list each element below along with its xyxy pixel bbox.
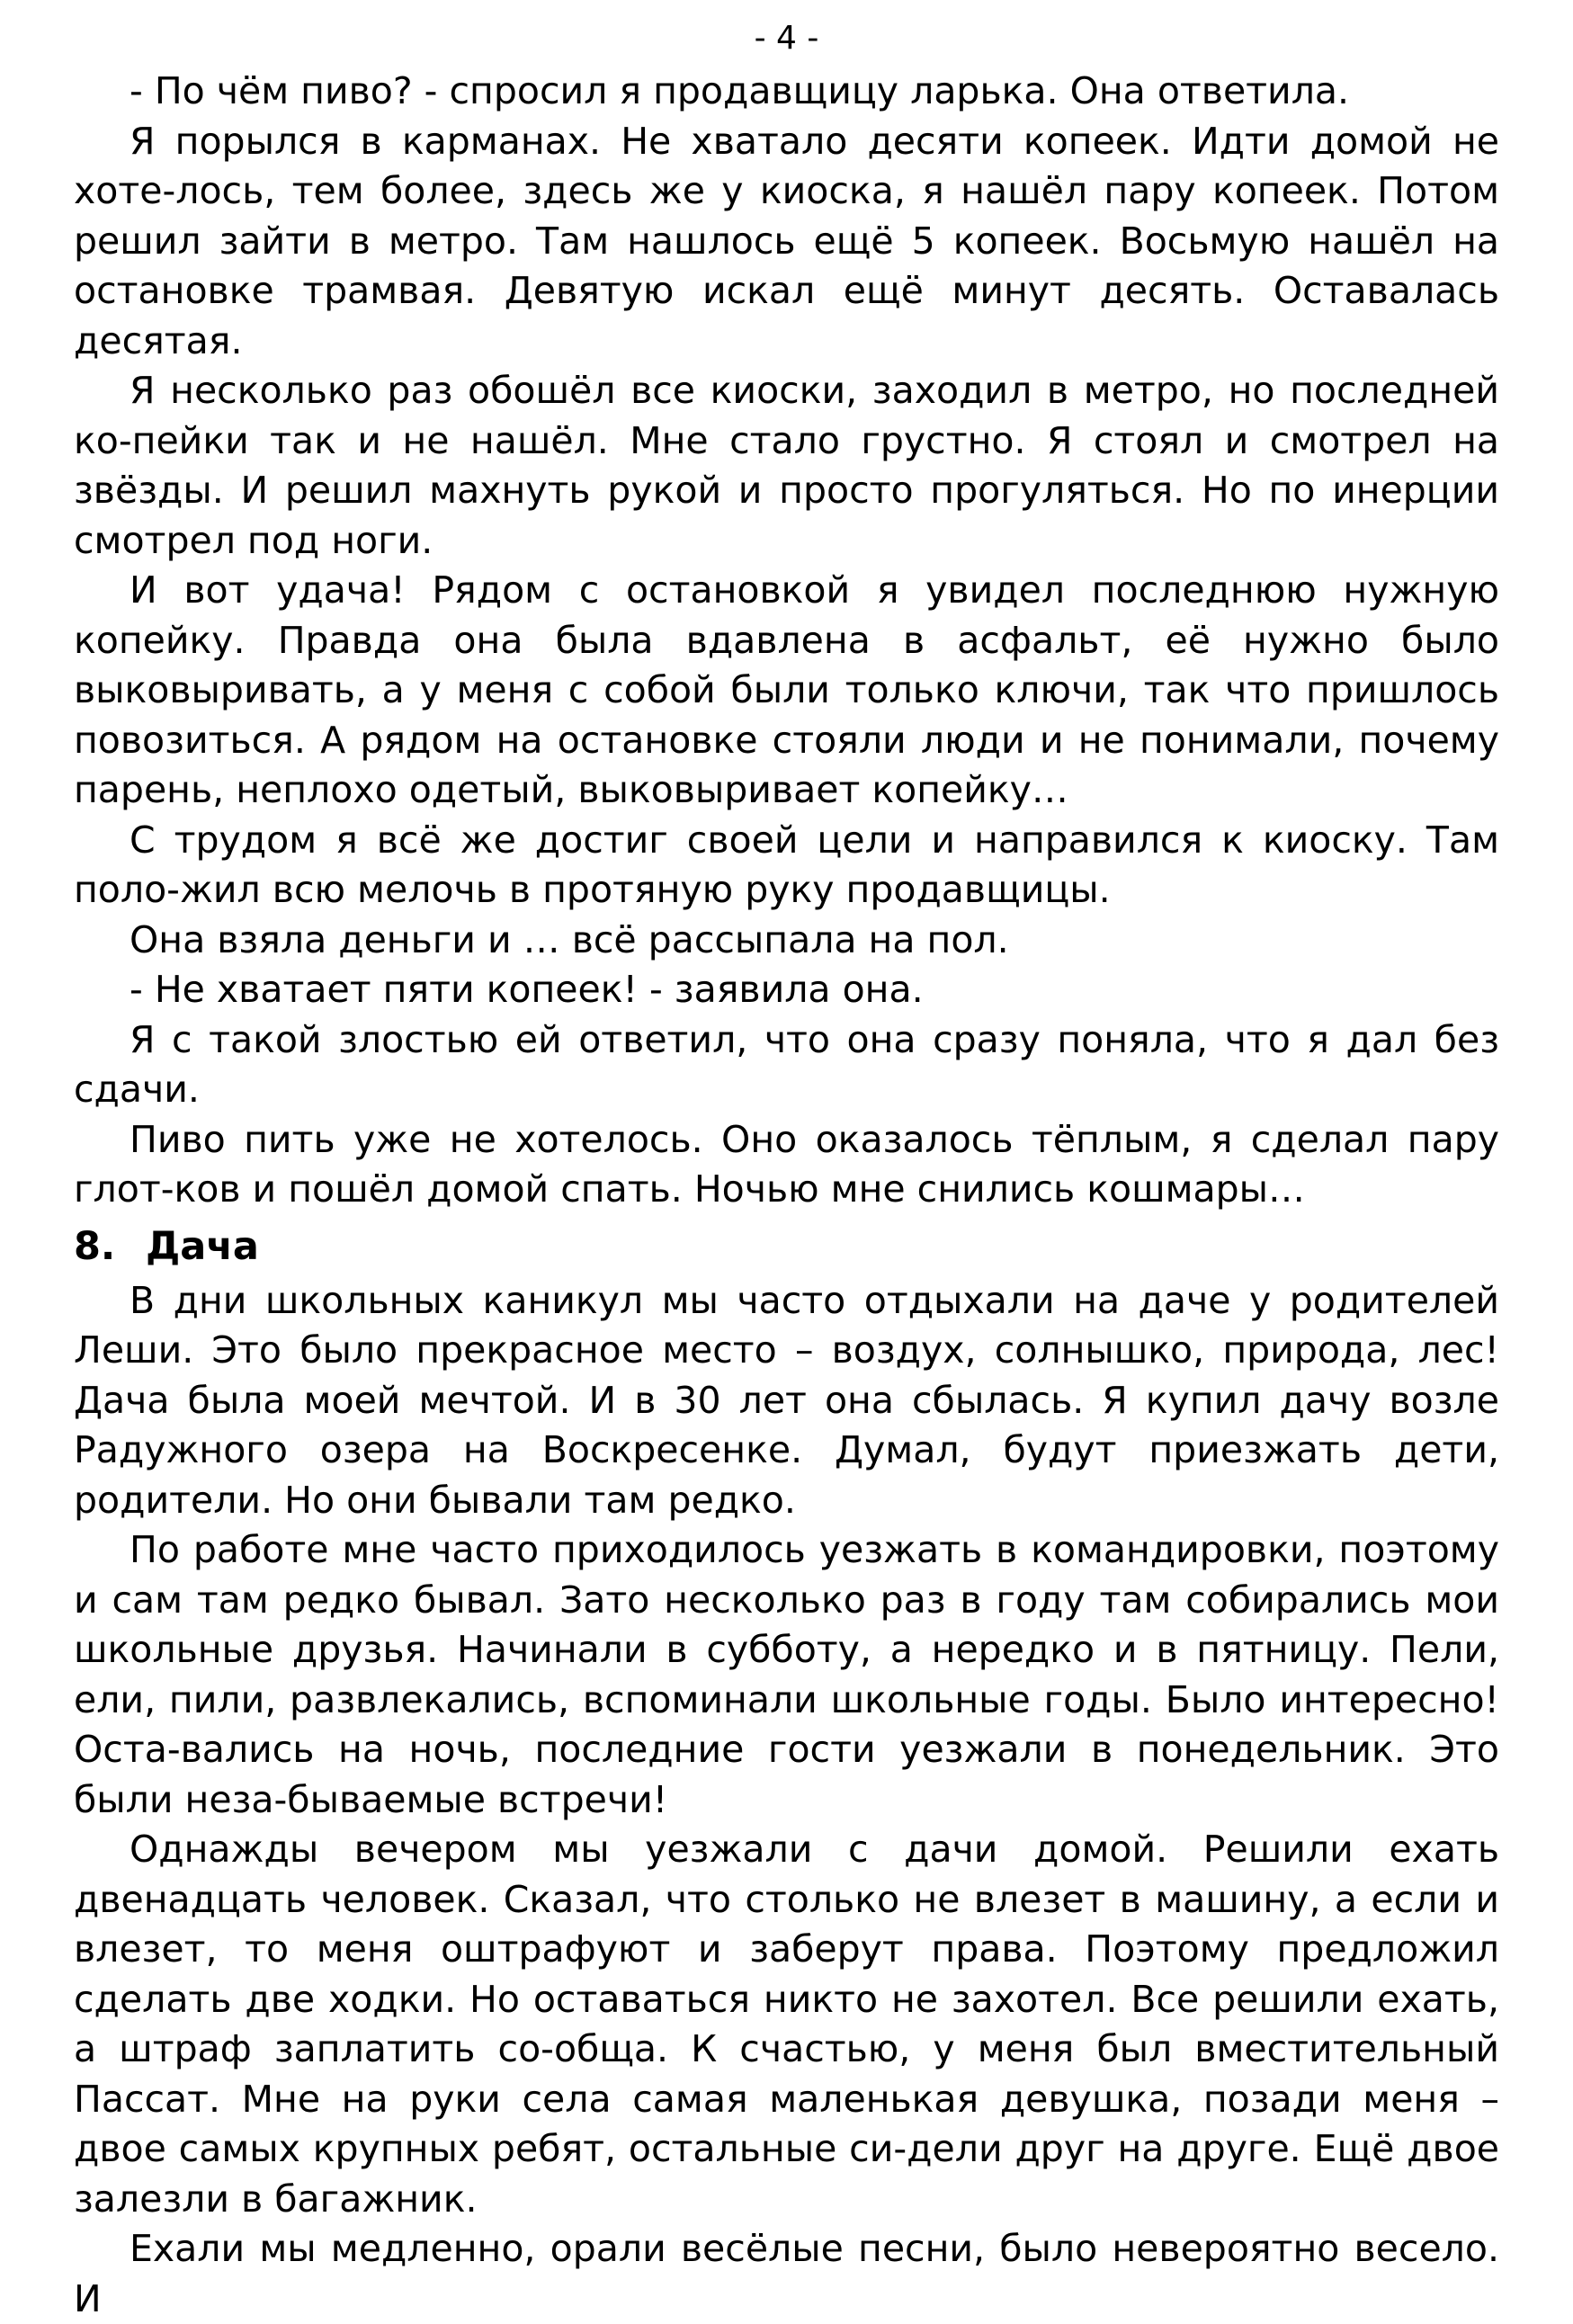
paragraph: По работе мне часто приходилось уезжать в командировки, поэтому и сам там редко бывал. Зато несколько раз в году там собирались мои школьные друзья. Начинали в субботу, а нередко и в пятницу. Пели, ели, пили, развлекались, вспоминали школьные годы. Было интересно! Оста-вались на ночь, последние гости уезжали в понедельник. Это были неза-бываемые встречи! bbox=[74, 1528, 1499, 1821]
paragraph: - По чём пиво? - спросил я продавщицу ларька. Она ответила. bbox=[130, 69, 1350, 112]
paragraph: - Не хватает пяти копеек! - заявила она. bbox=[130, 968, 924, 1011]
paragraph: С трудом я всё же достиг своей цели и направился к киоску. Там поло-жил всю мелочь в протяную руку продавщицы. bbox=[74, 818, 1499, 911]
section-title: Дача bbox=[146, 1223, 259, 1269]
paragraph: Ехали мы медленно, орали весёлые песни, было невероятно весело. И bbox=[74, 2227, 1499, 2320]
section-heading bbox=[74, 1220, 1499, 1273]
paragraph: Пиво пить уже не хотелось. Оно оказалось тёплым, я сделал пару глот-ков и пошёл домой спать. Ночью мне снились кошмары… bbox=[74, 1117, 1499, 1211]
paragraph: Я с такой злостью ей ответил, что она сразу поняла, что я дал без сдачи. bbox=[74, 1017, 1499, 1111]
paragraph: Однажды вечером мы уезжали с дачи домой. Решили ехать двенадцать человек. Сказал, что столько не влезет в машину, а если и влезет, то меня оштрафуют и заберут права. Поэтому предложил сделать две ходки. Но оставаться никто не захотел. Все решили ехать, а штраф заплатить со-обща. К счастью, у меня был вместительный Пассат. Мне на руки села самая маленькая девушка, позади меня – двое самых крупных ребят, остальные си-дели друг на друге. Ещё двое залезли в багажник. bbox=[74, 1828, 1499, 2221]
paragraph: И вот удача! Рядом с остановкой я увидел последнюю нужную копейку. Правда она была вдавлена в асфальт, её нужно было выковыривать, а у меня с собой были только ключи, так что пришлось повозиться. А рядом на остановке стояли люди и не понимали, почему парень, неплохо одетый, выковыривает копейку… bbox=[74, 568, 1499, 811]
page-number: - 4 - bbox=[754, 20, 819, 57]
paragraph: Она взяла деньги и … всё рассыпала на пол. bbox=[130, 917, 1009, 961]
section-number: 8. bbox=[74, 1223, 116, 1269]
paragraph: В дни школьных каникул мы часто отдыхали на даче у родителей Леши. Это было прекрасное место – воздух, солнышко, природа, лес! Дача была моей мечтой. И в 30 лет она сбылась. Я купил дачу возле Радужного озера на Воскресенке. Думал, будут приезжать дети, родители. Но они бывали там редко. bbox=[74, 1278, 1499, 1522]
document-page bbox=[74, 16, 1499, 2324]
paragraph: Я порылся в карманах. Не хватало десяти копеек. Идти домой не хоте-лось, тем более, здесь же у киоска, я нашёл пару копеек. Потом решил зайти в метро. Там нашлось ещё 5 копеек. Восьмую нашёл на остановке трамвая. Девятую искал ещё минут десять. Оставалась десятая. bbox=[74, 119, 1499, 362]
paragraph: Я несколько раз обошёл все киоски, заходил в метро, но последней ко-пейки так и не нашёл. Мне стало грустно. Я стоял и смотрел на звёзды. И решил махнуть рукой и просто прогуляться. Но по инерции смотрел под ноги. bbox=[74, 369, 1499, 562]
